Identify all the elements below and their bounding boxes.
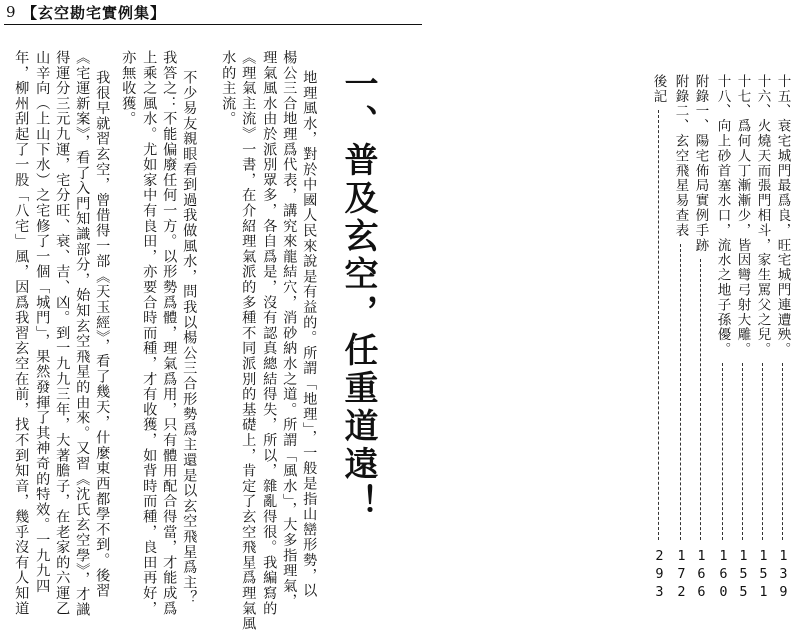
text-column: 水的主流。: [220, 50, 237, 127]
text-column: 山辛向（上山下水）之宅修了一個「城門」，果然發揮了其神奇的特效。一九九四: [34, 50, 51, 594]
toc-page-number: 160: [715, 548, 732, 602]
toc-entry-title: 十八、向上砂首塞水口，流水之地子孫優。: [714, 74, 731, 358]
text-column: 得運分三元九運，宅分旺、衰、吉、凶。到一九九三年，大著膽子，在老家的六運乙: [54, 50, 71, 617]
toc-page-number: 166: [693, 548, 710, 602]
text-column: 亦無收獲。: [120, 50, 137, 127]
text-column: 《理氣主流》一書，在介紹理氣派的多種不同派別的基礎上，肯定了玄空飛星爲理氣風: [240, 50, 257, 631]
toc-leader-dots: [782, 363, 783, 540]
book-title: 【玄空勘宅實例集】: [22, 4, 167, 22]
toc-leader-dots: [658, 110, 659, 540]
toc-page-number: 155: [735, 548, 752, 602]
toc-page-number: 172: [673, 548, 690, 602]
page-header: [0, 0, 420, 26]
text-column: 我很早就習玄空，曾借得一部《天玉經》，看了幾天，什麼東西都學不到。後習: [94, 70, 111, 599]
toc-leader-dots: [742, 363, 743, 540]
toc-leader-dots: [680, 244, 681, 540]
text-column: 地理風水，對於中國人民來說是有益的。所謂「地理」，一般是指山巒形勢，以: [301, 70, 318, 599]
text-column: 理氣風水由於派別眾多，各自爲是，沒有認真總結得失，所以，雜亂得很。我編寫的: [261, 50, 278, 617]
text-column: 上乘之風水。尤如家中有良田，亦要合時而種，才有收獲，如背時而種，良田再好，: [141, 50, 158, 617]
toc-entry-title: 附錄一、陽宅佈局實例手跡: [692, 74, 709, 253]
toc-entry-title: 十六、火燒天而張門相斗，家生罵父之兒。: [754, 74, 771, 358]
toc-entry-title: 十七、爲何人丁漸漸少，皆因彎弓射大雕。: [734, 74, 751, 358]
text-column: 楊公三合地理爲代表，講究來龍結穴，消砂納水之道。所謂「風水」，大多指理氣，: [281, 50, 298, 609]
toc-page-number: 139: [775, 548, 792, 602]
toc-entry-title: 後記: [650, 74, 667, 104]
text-column: 我答之：不能偏廢任何一方。以形勢爲體，理氣爲用，只有體用配合得當，才能成爲: [161, 50, 178, 617]
text-column: 《宅運新案》，看了入門知識部分，始知玄空飛星的由來。又習《沈氏玄空學》，才識: [74, 50, 91, 618]
toc-page-number: 151: [755, 548, 772, 602]
text-column: 不少易友親眼看到過我做風水，問我以楊公三合形勢爲主還是以玄空飛星爲主？: [181, 70, 198, 606]
chapter-title: 一、普及玄空，任重道遠！: [338, 66, 378, 522]
toc-entry-title: 十五、衰宅城門最爲良，旺宅城門連遭殃。: [774, 74, 791, 358]
header-rule: [4, 24, 422, 25]
toc-page-number: 293: [651, 548, 668, 602]
toc-leader-dots: [762, 363, 763, 540]
text-column: 年，柳州刮起了一股「八宅」風，因爲我習玄空在前，找不到知音，幾乎沒有人知道: [13, 50, 30, 617]
toc-leader-dots: [722, 363, 723, 540]
toc-entry-title: 附錄二、玄空飛星易查表: [672, 74, 689, 238]
toc-leader-dots: [700, 259, 701, 540]
page-number: 9: [6, 3, 16, 21]
